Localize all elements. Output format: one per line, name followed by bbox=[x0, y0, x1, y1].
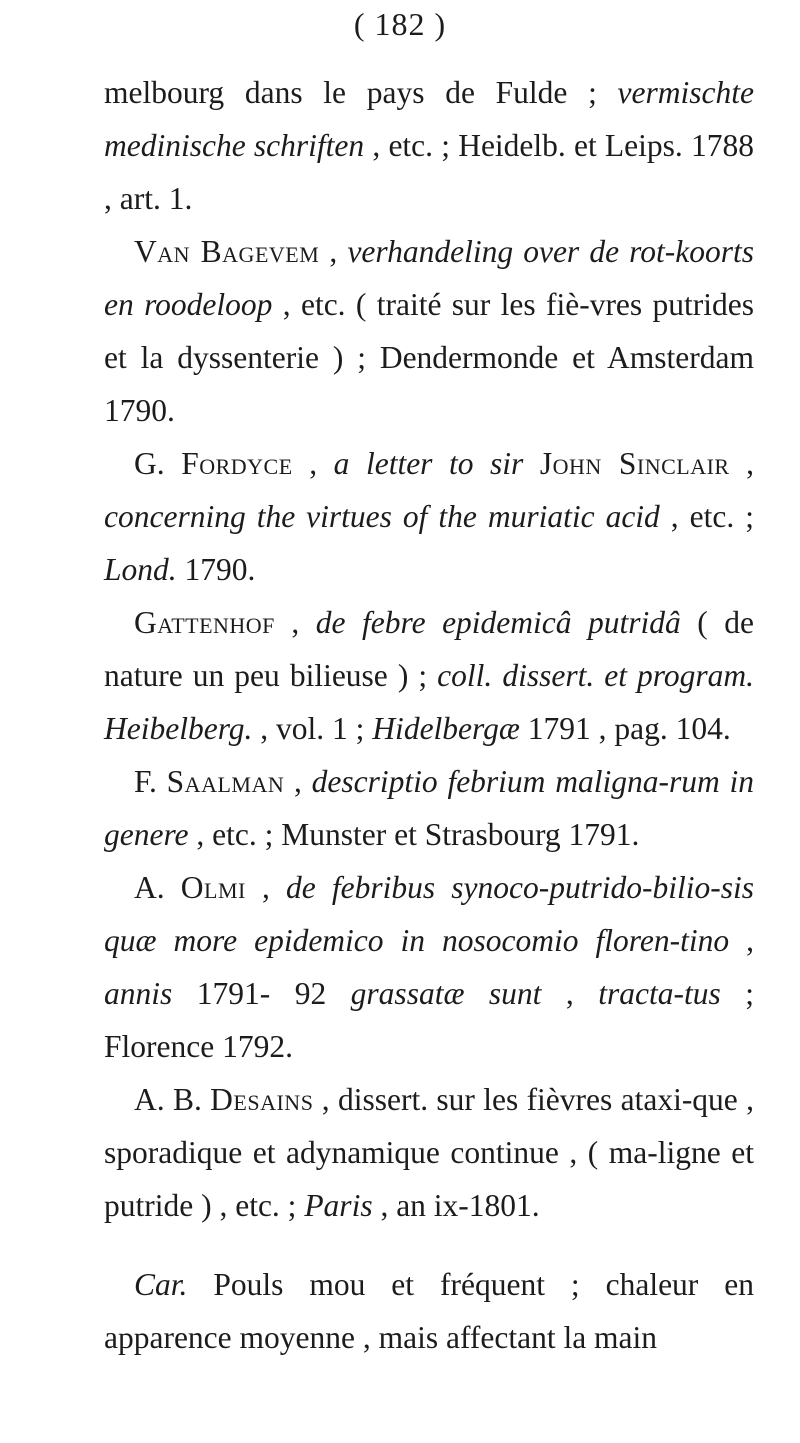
text-run: , vol. 1 ; bbox=[252, 711, 373, 746]
author-name: John Sinclair bbox=[539, 446, 730, 481]
text-run: A. bbox=[134, 870, 181, 905]
text-run: , etc. ; bbox=[659, 499, 754, 534]
bibliography-entry bbox=[104, 755, 754, 861]
author-name: Van Bagevem bbox=[134, 234, 320, 269]
text-run: , etc. ; Munster et Strasbourg 1791. bbox=[188, 817, 640, 852]
page-number: ( 182 ) bbox=[353, 6, 447, 42]
bibliography-entry bbox=[104, 225, 754, 437]
body-text bbox=[104, 66, 754, 1364]
text-run: , bbox=[319, 234, 348, 269]
text-run: A. B. bbox=[134, 1082, 211, 1117]
bibliography-entry bbox=[104, 437, 754, 596]
text-run: 1790. bbox=[176, 552, 256, 587]
text-run: , bbox=[284, 764, 312, 799]
italic-title: descriptio febrium maligna-rum in genere bbox=[104, 764, 754, 852]
text-run: , bbox=[245, 870, 286, 905]
author-name: Gattenhof bbox=[134, 605, 275, 640]
bibliography-entry bbox=[104, 1073, 754, 1232]
author-name: Olmi bbox=[180, 870, 246, 905]
author-name: Fordyce bbox=[181, 446, 293, 481]
italic-title: a letter to sir bbox=[333, 446, 524, 481]
italic-title: Hidelbergæ bbox=[372, 711, 520, 746]
text-run: ; Florence 1792. bbox=[104, 976, 754, 1064]
text-run: G. bbox=[134, 446, 182, 481]
text-run: F. bbox=[134, 764, 167, 799]
italic-title: tracta-tus bbox=[598, 976, 721, 1011]
text-run: ( de nature un peu bilieuse ) ; bbox=[104, 605, 754, 693]
bibliography-entry bbox=[104, 596, 754, 755]
text-run: , an ix-1801. bbox=[372, 1188, 540, 1223]
italic-title: annis bbox=[104, 976, 173, 1011]
italic-title: coll. dissert. et program. Heibelberg. bbox=[104, 658, 755, 746]
italic-title: verhandeling over de rot-koorts en roodeloop bbox=[104, 234, 755, 322]
text-run: , bbox=[541, 976, 599, 1011]
italic-title: de febribus synoco-putrido-bilio-sis quæ more epidemico in nosocomio floren-tino bbox=[104, 870, 754, 958]
italic-title: Car. bbox=[134, 1267, 188, 1302]
text-run: , dissert. sur les fièvres ataxi-que , sporadique et adynamique continue , ( ma-ligne et putride ) , etc. ; bbox=[104, 1082, 754, 1223]
text-run: Pouls mou et fréquent ; chaleur en apparence moyenne , mais affectant la main bbox=[104, 1267, 754, 1355]
italic-title: grassatæ sunt bbox=[350, 976, 542, 1011]
text-run: , bbox=[729, 923, 755, 958]
author-name: Desains bbox=[210, 1082, 314, 1117]
italic-title: Lond. bbox=[104, 552, 177, 587]
italic-title: de febre epidemicâ putridâ bbox=[315, 605, 681, 640]
author-name: Saalman bbox=[166, 764, 285, 799]
text-run: , etc. ; Heidelb. et Leips. 1788 , art. 1. bbox=[104, 128, 754, 216]
continued-entry bbox=[104, 66, 754, 225]
text-run: , bbox=[274, 605, 316, 640]
text-run: melbourg dans le pays de Fulde ; bbox=[104, 75, 618, 110]
italic-title: concerning the virtues of the muriatic acid bbox=[104, 499, 660, 534]
text-run: 1791- 92 bbox=[172, 976, 351, 1011]
text-run bbox=[523, 446, 540, 481]
text-run: , bbox=[729, 446, 755, 481]
text-run: 1791 , pag. 104. bbox=[519, 711, 731, 746]
bibliography-entry bbox=[104, 1258, 754, 1364]
italic-title: vermischte medinische schriften bbox=[104, 75, 754, 163]
bibliography-entry bbox=[104, 861, 754, 1073]
text-run: , bbox=[292, 446, 334, 481]
italic-title: Paris bbox=[304, 1188, 373, 1223]
text-run: , etc. ( traité sur les fiè-vres putrides et la dyssenterie ) ; Dendermonde et Amsterdam 1790. bbox=[104, 287, 754, 428]
